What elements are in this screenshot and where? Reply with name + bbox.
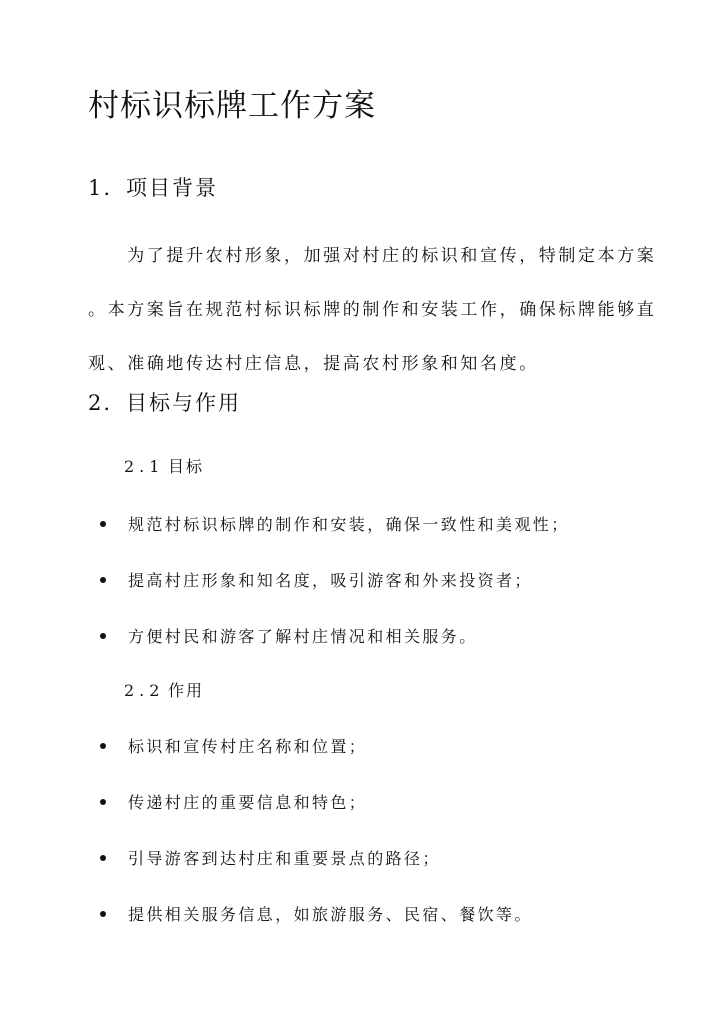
section-number: 1.	[88, 176, 113, 200]
list-item-text: 提高村庄形象和知名度，吸引游客和外来投资者；	[128, 571, 533, 590]
document-title: 村标识标牌工作方案	[88, 88, 376, 124]
subsection-number: 2.2	[124, 681, 165, 700]
section-heading-1	[88, 173, 218, 203]
bullet-icon	[100, 799, 106, 805]
bullet-icon	[100, 521, 106, 527]
list-item-text: 规范村标识标牌的制作和安装，确保一致性和美观性；	[128, 515, 570, 534]
subsection-number: 2.1	[124, 457, 165, 476]
section-number: 2.	[88, 391, 113, 415]
list-item-text: 提供相关服务信息，如旅游服务、民宿、餐饮等。	[128, 905, 533, 924]
section-heading-2	[88, 388, 241, 418]
subsection-heading-2-2	[124, 679, 204, 703]
bullet-icon	[100, 855, 106, 861]
list-item	[100, 791, 367, 815]
subsection-heading-2-1	[124, 455, 204, 479]
bullet-icon	[100, 911, 106, 917]
subsection-title: 目标	[168, 457, 205, 476]
bullet-icon	[100, 577, 106, 583]
bullet-icon	[100, 743, 106, 749]
list-item	[100, 625, 478, 649]
section-title: 项目背景	[126, 176, 218, 200]
list-item-text: 标识和宣传村庄名称和位置；	[128, 737, 368, 756]
list-item	[100, 513, 570, 537]
list-item	[100, 847, 441, 871]
list-item-text: 方便村民和游客了解村庄情况和相关服务。	[128, 627, 478, 646]
bullet-icon	[100, 633, 106, 639]
section-1-paragraph	[88, 229, 657, 391]
list-item-text: 引导游客到达村庄和重要景点的路径；	[128, 849, 441, 868]
subsection-title: 作用	[168, 681, 205, 700]
section-title: 目标与作用	[126, 391, 241, 415]
paragraph-line: 观、准确地传达村庄信息，提高农村形象和知名度。	[88, 354, 539, 374]
list-item-text: 传递村庄的重要信息和特色；	[128, 793, 368, 812]
list-item	[100, 903, 533, 927]
list-item	[100, 569, 533, 593]
paragraph-line: 。本方案旨在规范村标识标牌的制作和安装工作，确保标牌能够直	[88, 300, 657, 320]
list-item	[100, 735, 367, 759]
paragraph-line: 为了提升农村形象，加强对村庄的标识和宣传，特制定本方案	[88, 246, 657, 266]
